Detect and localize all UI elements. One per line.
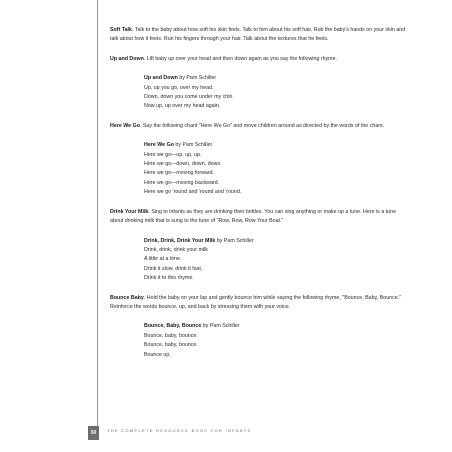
- rhyme-title-line: [144, 74, 410, 83]
- rhyme-line: Bounce, baby, bounce.: [144, 342, 198, 349]
- rhyme-title-line: [144, 141, 410, 150]
- rhyme-bounce-baby: [144, 322, 410, 360]
- rhyme-line: Drink it slow, drink it fast,: [144, 265, 203, 272]
- rhyme-line: Bounce up.: [144, 351, 171, 358]
- rhyme-here-we-go: [144, 141, 410, 197]
- page-number: 50: [88, 426, 99, 440]
- rhyme-title: Bounce, Baby, Bounce: [144, 323, 202, 330]
- activity-heading: Here We Go: [110, 122, 140, 129]
- rhyme-drink-your-milk: [144, 237, 410, 284]
- running-footer-title: THE COMPLETE RESOURCE BOOK FOR INFANTS: [107, 428, 252, 433]
- activity-heading: Up and Down: [110, 55, 144, 62]
- rhyme-line: Here we go—moving backward.: [144, 179, 220, 186]
- rhyme-line: Down, down you come under my chin.: [144, 94, 234, 101]
- activity-body: . Sing to infants as they are drinking their bottles. You can sing anything or make up a tune. Here is a tune about drinking milk that is sung to the tune of "Row, Row, Row Your Boat.": [110, 208, 397, 225]
- rhyme-line: Now up, up over my head again.: [144, 103, 221, 110]
- rhyme-line: Bounce, baby, bounce.: [144, 332, 198, 339]
- rhyme-line: A little at a time.: [144, 256, 182, 263]
- rhyme-author: by Pam Schiller: [201, 323, 240, 330]
- page-content: [110, 26, 410, 370]
- rhyme-line: Here we go—down, down, down.: [144, 161, 222, 168]
- activity-body: . Hold the baby on your lap and gently bounce him while saying the following rhyme, "Bounce, Baby, Bounce." Reinforce the words bounce, up, and back by stressing them with your voice.: [110, 294, 402, 310]
- page-margin-rule: [97, 0, 98, 426]
- activity-heading: Bounce Baby: [110, 294, 144, 301]
- rhyme-line: Drink, drink, drink your milk: [144, 246, 208, 253]
- rhyme-author: by Pam Schiller: [215, 237, 254, 244]
- rhyme-line: Here we go—up, up, up.: [144, 151, 202, 158]
- activity-heading: Soft Talk: [110, 27, 132, 33]
- activity-body: . Lift baby up over your head and then down again as you say the following rhyme.: [143, 55, 338, 62]
- rhyme-title: Drink, Drink, Drink Your Milk: [144, 237, 216, 244]
- activity-heading: Drink Your Milk: [110, 208, 149, 215]
- activity-drink-your-milk: [110, 208, 410, 227]
- activity-body: . Talk to the baby about how soft his skin feels. Talk to him about his soft hair. Rub the baby's hands on your skin and talk about how it feels. Run his fingers through your hair. Talk about the textures that he feels.: [110, 27, 406, 43]
- rhyme-title: Up and Down: [144, 75, 178, 82]
- rhyme-line: Drink it to this rhyme.: [144, 275, 194, 282]
- page-footer: [88, 426, 418, 440]
- activity-here-we-go: [110, 122, 410, 131]
- rhyme-title-line: [144, 237, 410, 246]
- rhyme-author: by Pam Schiller: [173, 142, 213, 149]
- rhyme-line: Up, up you go, over my head.: [144, 84, 214, 91]
- rhyme-author: by Pam Schiller: [177, 75, 217, 82]
- activity-up-and-down: [110, 55, 410, 64]
- activity-bounce-baby: [110, 294, 410, 313]
- rhyme-title-line: [144, 322, 410, 331]
- rhyme-line: Here we go 'round and 'round and 'round.: [144, 189, 242, 196]
- rhyme-up-and-down: [144, 74, 410, 112]
- activity-soft-talk: [110, 26, 410, 45]
- rhyme-title: Here We Go: [144, 142, 174, 149]
- rhyme-line: Here we go—moving forward.: [144, 170, 215, 177]
- activity-body: . Say the following chant "Here We Go" and move children around as directed by the words of the chant.: [139, 122, 385, 129]
